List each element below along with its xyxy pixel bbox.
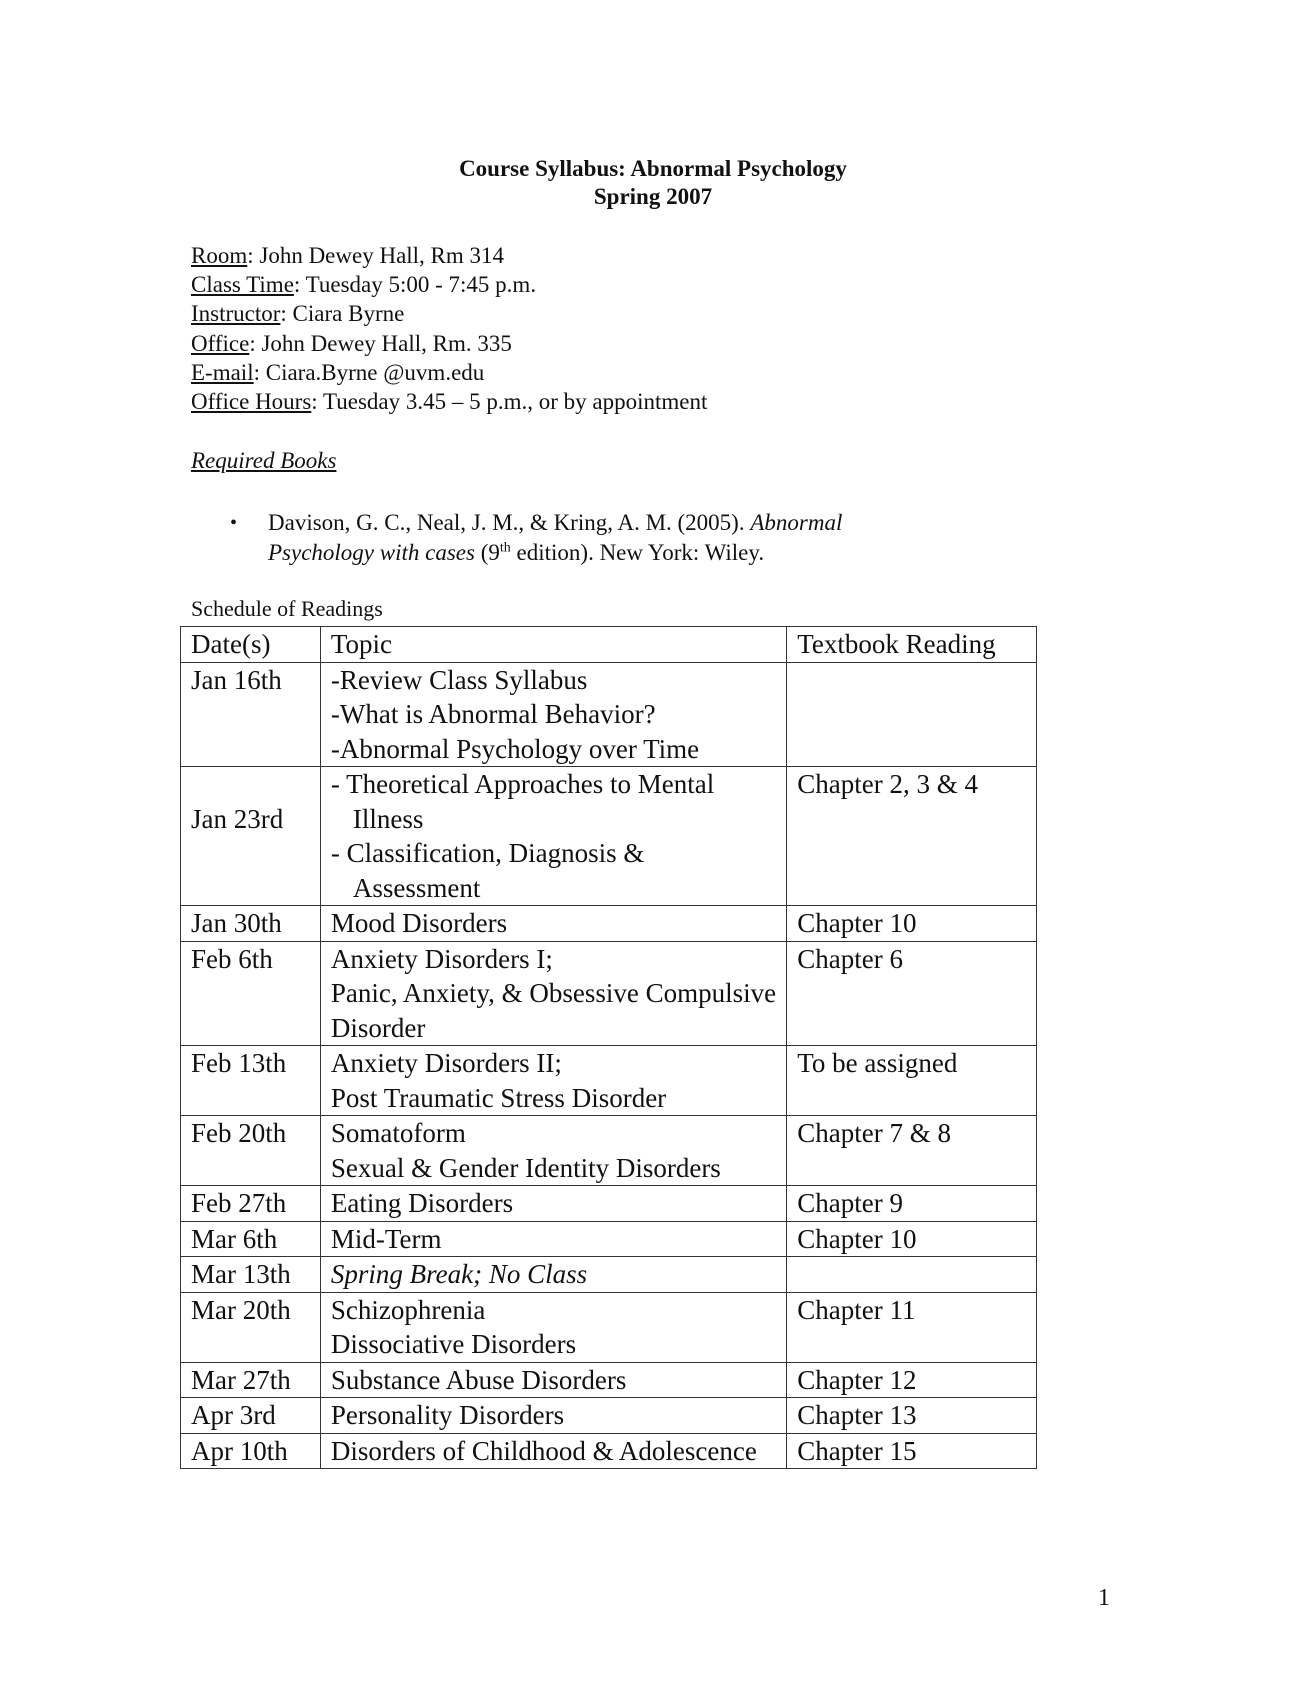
reading-cell <box>787 1257 1037 1293</box>
topic-line: Post Traumatic Stress Disorder <box>330 1082 667 1113</box>
table-row <box>181 1292 1037 1362</box>
topic-cell <box>320 767 786 906</box>
reading-cell: Chapter 10 <box>787 1221 1037 1257</box>
info-value: : Ciara Byrne <box>280 301 405 327</box>
info-value: : Ciara.Byrne @uvm.edu <box>253 359 485 385</box>
date-cell: Jan 16th <box>181 662 321 767</box>
topic-cell <box>320 1046 786 1116</box>
topic-line: Substance Abuse Disorders <box>330 1364 627 1395</box>
date-cell: Mar 20th <box>181 1292 321 1362</box>
book-title: Abnormal Psychology with cases <box>268 510 843 565</box>
reading-cell: Chapter 11 <box>787 1292 1037 1362</box>
topic-line: Disorders of Childhood & Adolescence <box>330 1435 757 1466</box>
topic-cell <box>320 1292 786 1362</box>
table-row <box>181 767 1037 906</box>
column-header-reading: Textbook Reading <box>787 627 1037 663</box>
info-room <box>191 241 707 270</box>
info-instructor <box>191 299 707 328</box>
table-row <box>181 1362 1037 1398</box>
date-cell: Jan 23rd <box>181 767 321 906</box>
info-label: Room <box>191 243 248 268</box>
date-cell: Mar 6th <box>181 1221 321 1257</box>
date-cell: Feb 13th <box>181 1046 321 1116</box>
table-row <box>181 1221 1037 1257</box>
date-cell: Apr 10th <box>181 1433 321 1469</box>
topic-line: -Abnormal Psychology over Time <box>330 733 700 764</box>
reading-cell <box>787 662 1037 767</box>
topic-cell <box>320 1257 786 1293</box>
page-number: 1 <box>1098 1585 1110 1611</box>
schedule-table <box>180 626 1037 1469</box>
info-label: Instructor <box>191 301 281 327</box>
reading-cell: Chapter 12 <box>787 1362 1037 1398</box>
table-row <box>181 1186 1037 1222</box>
reading-cell: To be assigned <box>787 1046 1037 1116</box>
info-label: Office Hours <box>191 389 312 415</box>
table-row <box>181 941 1037 1046</box>
topic-line: Panic, Anxiety, & Obsessive Compulsive Disorder <box>330 978 777 1043</box>
term-subtitle: Spring 2007 <box>593 184 713 209</box>
topic-line: - Theoretical Approaches to Mental Illness <box>330 769 715 834</box>
reading-cell: Chapter 7 & 8 <box>787 1116 1037 1186</box>
page-title: Course Syllabus: Abnormal Psychology <box>459 156 847 181</box>
info-label: E-mail <box>191 359 254 385</box>
date-cell: Jan 30th <box>181 906 321 942</box>
reading-cell: Chapter 6 <box>787 941 1037 1046</box>
reading-cell: Chapter 2, 3 & 4 <box>787 767 1037 906</box>
topic-cell <box>320 1221 786 1257</box>
reading-cell: Chapter 15 <box>787 1433 1037 1469</box>
info-label: Office <box>191 330 250 356</box>
topic-line: Mood Disorders <box>330 908 508 938</box>
bullet-icon: • <box>230 512 238 534</box>
info-value: : John Dewey Hall, Rm. 335 <box>249 330 512 356</box>
topic-line: -What is Abnormal Behavior? <box>330 699 656 729</box>
column-header-topic: Topic <box>320 627 786 663</box>
topic-cell <box>320 662 786 767</box>
topic-cell <box>320 941 786 1046</box>
topic-cell <box>320 1433 786 1469</box>
reading-cell: Chapter 10 <box>787 906 1037 942</box>
topic-line: - Classification, Diagnosis & Assessment <box>330 838 645 903</box>
reading-cell: Chapter 9 <box>787 1186 1037 1222</box>
schedule-heading: Schedule of Readings <box>191 596 383 621</box>
topic-line: Anxiety Disorders II; <box>330 1048 562 1078</box>
info-class-time <box>191 270 707 299</box>
course-info <box>191 241 707 416</box>
table-row <box>181 1433 1037 1469</box>
table-row <box>181 1046 1037 1116</box>
table-row <box>181 1257 1037 1293</box>
info-office <box>191 329 707 358</box>
topic-line: Somatoform <box>330 1118 466 1148</box>
date-cell: Apr 3rd <box>181 1398 321 1434</box>
topic-line: Schizophrenia <box>330 1294 486 1325</box>
topic-line: Mid-Term <box>330 1223 442 1254</box>
topic-line: Sexual & Gender Identity Disorders <box>330 1152 721 1183</box>
topic-line: Eating Disorders <box>330 1188 514 1218</box>
date-cell: Feb 27th <box>181 1186 321 1222</box>
book-edition-superscript: th <box>499 540 511 556</box>
info-value: : Tuesday 3.45 – 5 p.m., or by appointment <box>311 389 708 415</box>
required-books-heading: Required Books <box>191 448 337 473</box>
table-row <box>181 906 1037 942</box>
date-cell: Feb 6th <box>181 941 321 1046</box>
topic-cell <box>320 1116 786 1186</box>
info-label: Class Time <box>191 272 294 298</box>
table-row <box>181 1116 1037 1186</box>
topic-cell <box>320 1362 786 1398</box>
book-publisher: edition). New York: Wiley. <box>510 540 765 565</box>
topic-line: Spring Break; No Class <box>330 1259 588 1289</box>
column-header-date: Date(s) <box>181 627 321 663</box>
date-cell: Mar 27th <box>181 1362 321 1398</box>
date-cell: Mar 13th <box>181 1257 321 1293</box>
table-row <box>181 1398 1037 1434</box>
topic-cell <box>320 906 786 942</box>
topic-line: Anxiety Disorders I; <box>330 943 553 974</box>
topic-line: -Review Class Syllabus <box>330 664 588 695</box>
info-email <box>191 358 707 387</box>
info-value: : Tuesday 5:00 - 7:45 p.m. <box>293 272 537 298</box>
book-citation <box>268 508 928 568</box>
book-edition: (9 <box>474 540 500 565</box>
date-cell: Feb 20th <box>181 1116 321 1186</box>
book-list-item <box>230 508 928 568</box>
info-office-hours <box>191 387 707 416</box>
topic-cell <box>320 1186 786 1222</box>
topic-line: Personality Disorders <box>330 1400 565 1430</box>
topic-line: Dissociative Disorders <box>330 1329 577 1359</box>
table-row <box>181 662 1037 767</box>
info-value: : John Dewey Hall, Rm 314 <box>247 243 505 268</box>
topic-cell <box>320 1398 786 1434</box>
reading-cell: Chapter 13 <box>787 1398 1037 1434</box>
table-header-row <box>181 627 1037 663</box>
book-authors: Davison, G. C., Neal, J. M., & Kring, A. M. (2005). <box>268 510 751 535</box>
